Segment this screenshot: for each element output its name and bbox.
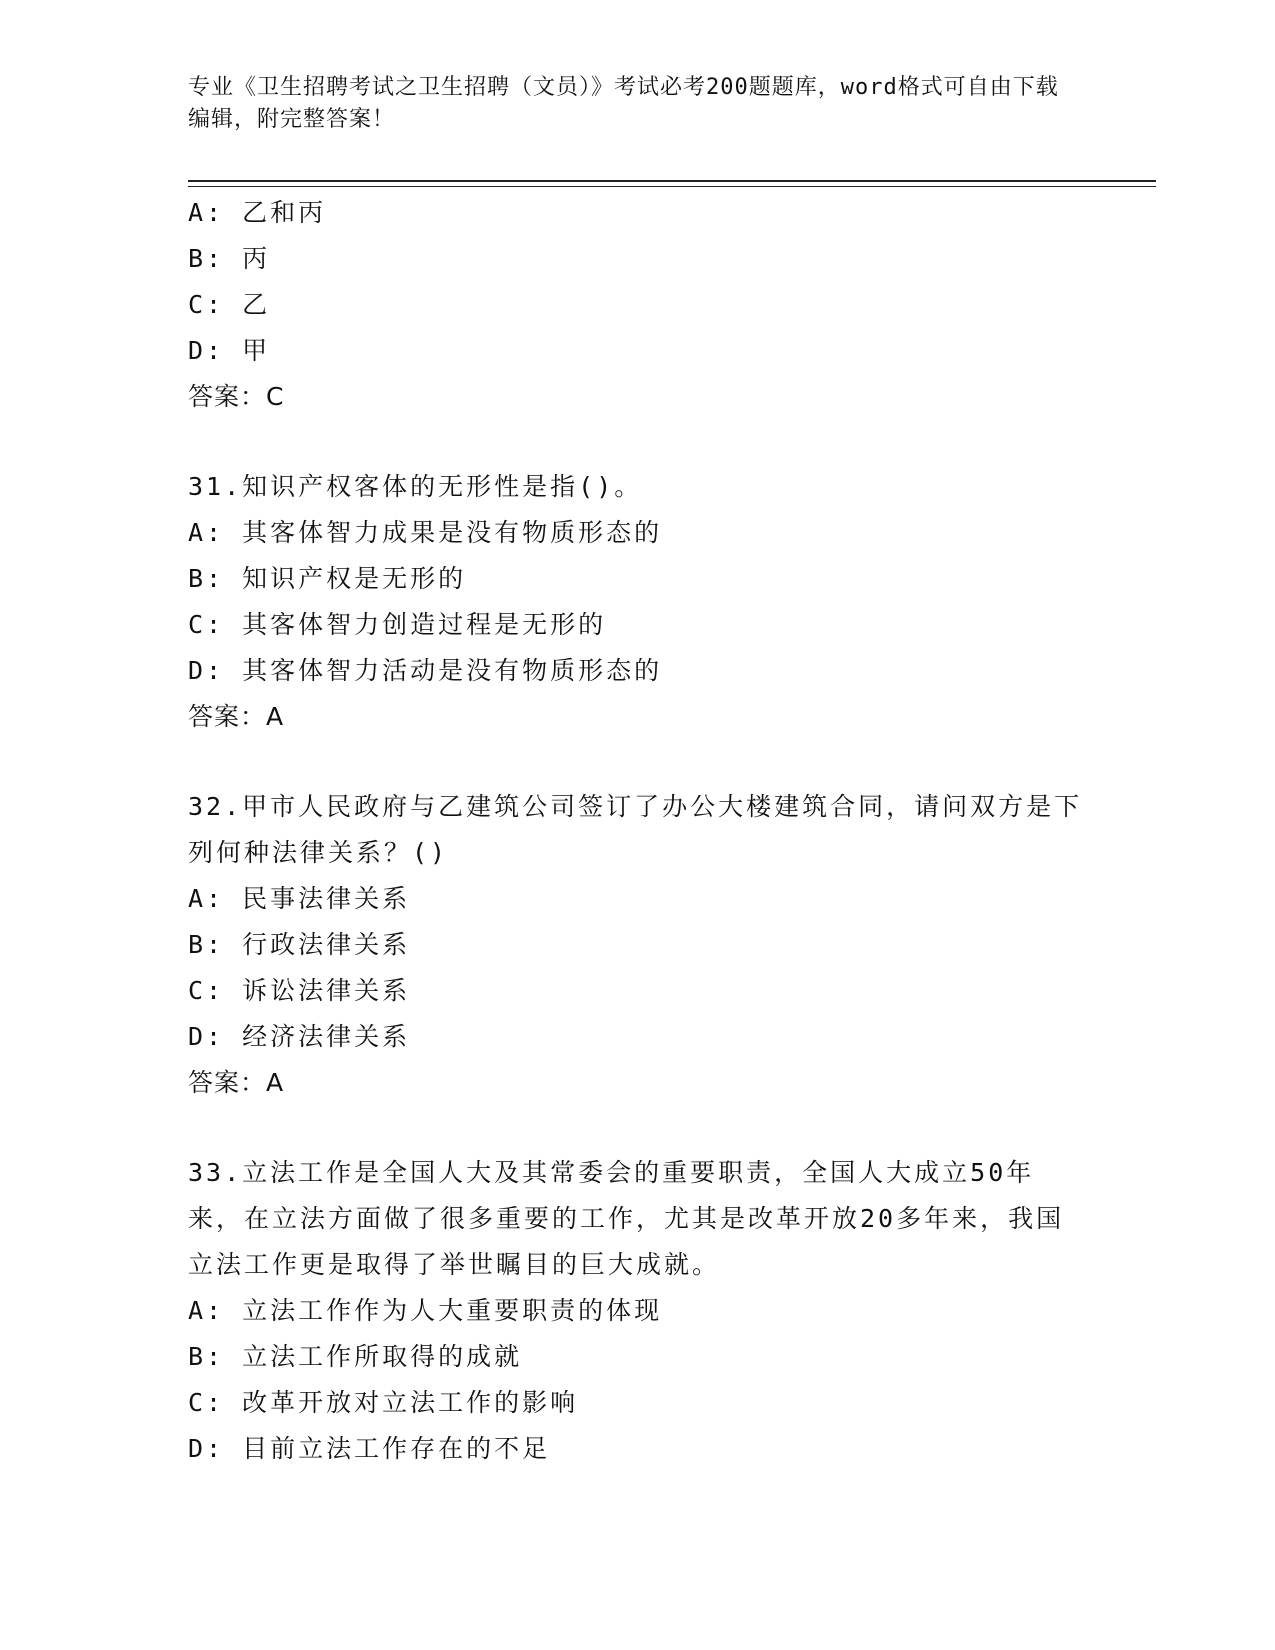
question-block — [188, 190, 1088, 420]
option-label: A: — [188, 1296, 225, 1325]
question-list — [188, 190, 1088, 1472]
option-label: D: — [188, 336, 225, 365]
option-b — [188, 922, 1088, 968]
answer-line: 答案：A — [188, 702, 285, 731]
option-text: 立法工作作为人大重要职责的体现 — [242, 1296, 663, 1325]
option-label: D: — [188, 1022, 225, 1051]
option-text: 其客体智力成果是没有物质形态的 — [242, 518, 663, 547]
option-label: D: — [188, 656, 225, 685]
answer-line: 答案：C — [188, 382, 285, 411]
option-label: A: — [188, 198, 225, 227]
option-text: 民事法律关系 — [242, 884, 411, 913]
option-label: B: — [188, 1342, 225, 1371]
option-text: 其客体智力活动是没有物质形态的 — [242, 656, 663, 685]
option-d — [188, 1014, 1088, 1060]
option-text: 诉讼法律关系 — [242, 976, 411, 1005]
option-a — [188, 876, 1088, 922]
option-c — [188, 282, 1088, 328]
option-text: 行政法律关系 — [242, 930, 411, 959]
option-label: C: — [188, 1388, 225, 1417]
option-text: 知识产权是无形的 — [242, 564, 467, 593]
option-c — [188, 968, 1088, 1014]
option-a — [188, 1288, 1088, 1334]
option-label: C: — [188, 290, 225, 319]
block-spacer — [188, 1106, 1088, 1150]
option-label: B: — [188, 930, 225, 959]
option-label: B: — [188, 564, 225, 593]
option-label: A: — [188, 518, 225, 547]
option-text: 丙 — [242, 244, 271, 273]
option-b — [188, 1334, 1088, 1380]
question-text: 33.立法工作是全国人大及其常委会的重要职责，全国人大成立50年来，在立法方面做了很多重要的工作，尤其是改革开放20多年来，我国立法工作更是取得了举世瞩目的巨大成就。 — [188, 1158, 1065, 1279]
option-text: 目前立法工作存在的不足 — [242, 1434, 551, 1463]
option-b — [188, 236, 1088, 282]
option-text: 乙和丙 — [242, 198, 327, 227]
option-label: D: — [188, 1434, 225, 1463]
option-d — [188, 648, 1088, 694]
option-text: 其客体智力创造过程是无形的 — [242, 610, 607, 639]
option-label: C: — [188, 976, 225, 1005]
question-text: 31.知识产权客体的无形性是指()。 — [188, 472, 643, 501]
block-spacer — [188, 420, 1088, 464]
option-b — [188, 556, 1088, 602]
question-text: 32.甲市人民政府与乙建筑公司签订了办公大楼建筑合同，请问双方是下列何种法律关系？() — [188, 792, 1083, 867]
option-d — [188, 328, 1088, 374]
question-block — [188, 1150, 1088, 1472]
option-c — [188, 1380, 1088, 1426]
option-label: A: — [188, 884, 225, 913]
option-text: 经济法律关系 — [242, 1022, 411, 1051]
option-text: 乙 — [242, 290, 271, 319]
header-rule-thin — [188, 186, 1156, 187]
document-header: 专业《卫生招聘考试之卫生招聘（文员）》考试必考200题题库，word格式可自由下载编辑，附完整答案！ — [188, 75, 1059, 132]
option-text: 甲 — [242, 336, 271, 365]
option-label: C: — [188, 610, 225, 639]
option-text: 改革开放对立法工作的影响 — [242, 1388, 579, 1417]
option-a — [188, 190, 1088, 236]
option-text: 立法工作所取得的成就 — [242, 1342, 523, 1371]
option-a — [188, 510, 1088, 556]
option-c — [188, 602, 1088, 648]
header-rule-thick — [188, 180, 1156, 182]
answer-line: 答案：A — [188, 1068, 285, 1097]
block-spacer — [188, 740, 1088, 784]
question-block — [188, 784, 1088, 1106]
option-d — [188, 1426, 1088, 1472]
option-label: B: — [188, 244, 225, 273]
question-block — [188, 464, 1088, 740]
